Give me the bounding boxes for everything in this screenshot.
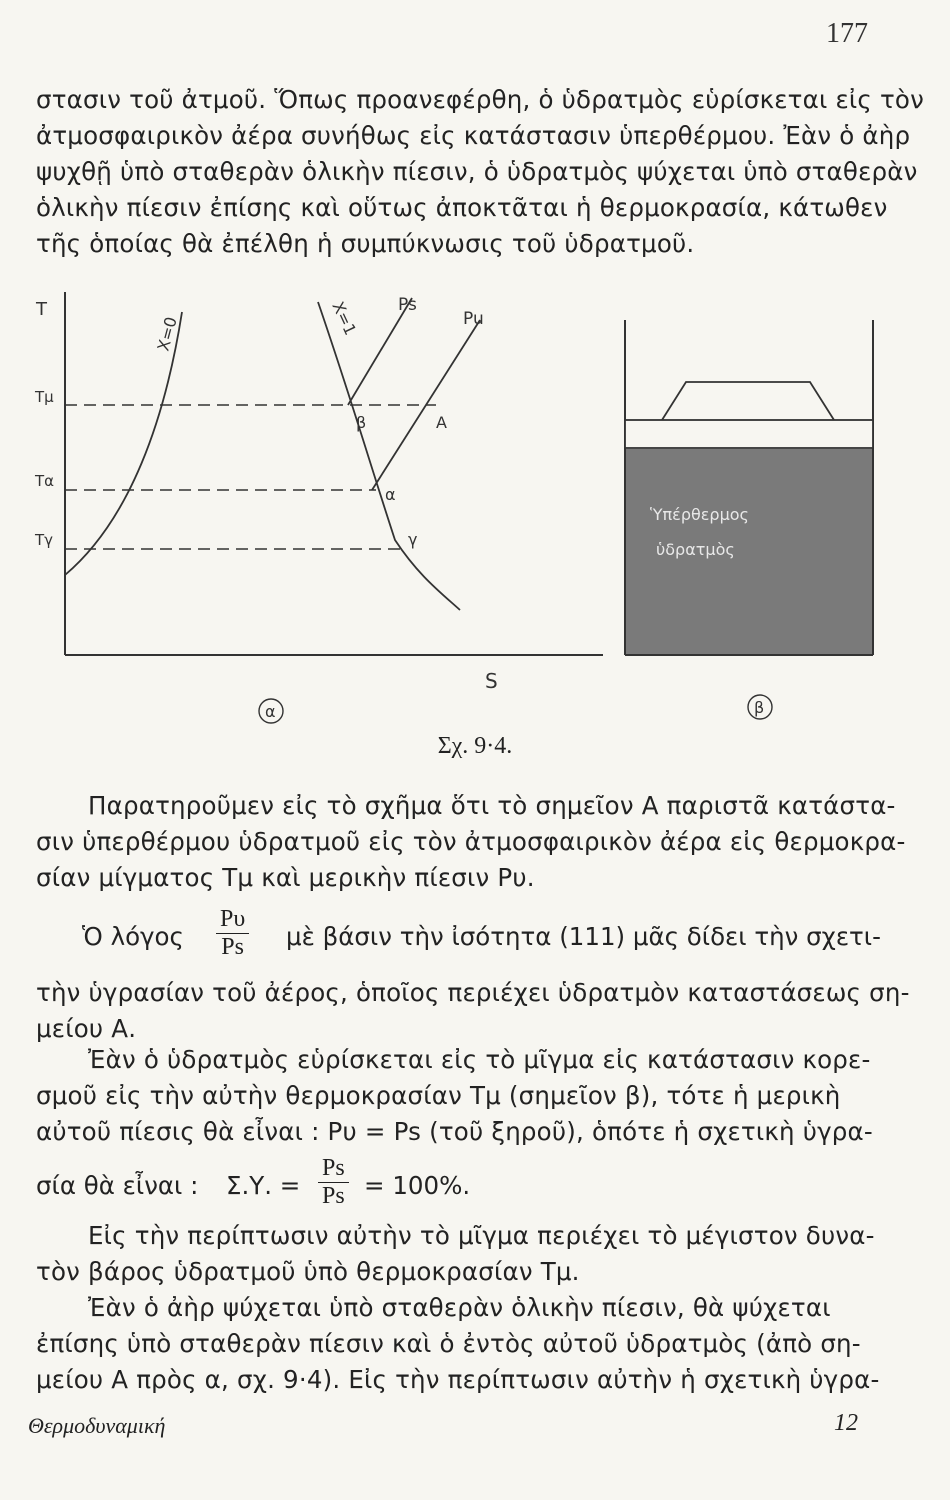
equation-fraction [318, 1155, 349, 1210]
paragraph-1 [36, 82, 924, 262]
text-line: σμοῦ εἰς τὴν αὐτὴν θερμοκρασίαν Tμ (σημεῖον β), τότε ἡ μερικὴ [36, 1081, 841, 1110]
text-line: τὸν βάρος ὑδρατμοῦ ὑπὸ θερμοκρασίαν Tμ. [36, 1257, 580, 1286]
figure-caption: Σχ. 9·4. [437, 733, 513, 759]
footer-book-title: Θερμοδυναμική [28, 1413, 166, 1438]
t-axis-label: T [36, 299, 47, 320]
text-line: Εἰς τὴν περίπτωσιν αὐτὴν τὸ μῖγμα περιέχει τὸ μέγιστον δυνα- [88, 1221, 875, 1250]
equation-rhs: = 100%. [364, 1171, 471, 1200]
text-line: μείου Α. [36, 1014, 137, 1043]
text-line: ἀτμοσφαιρικὸν ἀέρα συνήθως εἰς κατάστασιν ὑπερθέρμου. Ἐὰν ὁ ἀὴρ [36, 121, 911, 150]
ratio-before: Ὁ λόγος [82, 922, 184, 951]
subfigure-tag-b: β [754, 698, 765, 717]
text-line: Ἐὰν ὁ ἀὴρ ψύχεται ὑπὸ σταθερὰν ὁλικὴν πίεσιν, θὰ ψύχεται [88, 1293, 831, 1322]
text-line: τῆς ὁποίας θὰ ἐπέλθη ἡ συμπύκνωσις τοῦ ὑδρατμοῦ. [36, 229, 695, 258]
diagram-b [625, 320, 873, 719]
humidity-equation [36, 1157, 636, 1219]
figure-9-4 [0, 280, 950, 730]
text-line: μείου Α πρὸς α, σχ. 9·4). Εἰς τὴν περίπτωσιν αὐτὴν ἡ σχετικὴ ὑγρα- [36, 1365, 880, 1394]
equation-denominator: Ps [322, 1183, 345, 1209]
paragraph-6 [36, 1290, 878, 1398]
s-axis-label: S [485, 669, 498, 693]
point-label-beta: β [356, 413, 367, 432]
curve-label-x0: X=0 [153, 314, 181, 354]
subfigure-tag-a: α [265, 702, 276, 721]
equation-before: σία θὰ εἶναι : [36, 1171, 199, 1200]
page-number: 177 [826, 18, 868, 49]
piston [625, 420, 873, 448]
equation-lhs: Σ.Υ. = [226, 1171, 301, 1200]
text-line: ὁλικὴν πίεσιν ἐπίσης καὶ οὕτως ἀποκτᾶται ἡ θερμοκρασία, κάτωθεν [36, 193, 888, 222]
diagram-a [34, 292, 603, 723]
text-line: ἐπίσης ὑπὸ σταθερὰν πίεσιν καὶ ὁ ἐντὸς αὐτοῦ ὑδρατμὸς (ἀπὸ ση- [36, 1329, 861, 1358]
saturated-vapor-curve [318, 302, 460, 610]
curve-label-x1: X=1 [328, 298, 361, 339]
ratio-numerator: Pυ [216, 906, 249, 934]
paragraph-3 [36, 975, 910, 1047]
text-line: αὐτοῦ πίεσις θὰ εἶναι : Pυ = Ps (τοῦ ξηροῦ), ὁπότε ἡ σχετικὴ ὑγρα- [36, 1117, 873, 1146]
curve-label-pu: Pu [463, 309, 484, 329]
level-label-tmu: Tμ [35, 388, 54, 406]
text-line: σιν ὑπερθέρμου ὑδρατμοῦ εἰς τὸν ἀτμοσφαιρικὸν ἀέρα εἰς θερμοκρα- [36, 827, 906, 856]
paragraph-2 [36, 788, 906, 896]
text-line: Ἐὰν ὁ ὑδρατμὸς εὑρίσκεται εἰς τὸ μῖγμα εἰς κατάστασιν κορε- [88, 1045, 871, 1074]
text-line: ψυχθῇ ὑπὸ σταθερὰν ὁλικὴν πίεσιν, ὁ ὑδρατμὸς ψύχεται ὑπὸ σταθερὰν [36, 157, 918, 186]
text-line: στασιν τοῦ ἀτμοῦ. Ὅπως προανεφέρθη, ὁ ὑδρατμὸς εὑρίσκεται εἰς τὸν [36, 85, 924, 114]
level-label-talpha: Tα [35, 472, 55, 490]
point-label-a: A [436, 413, 447, 432]
point-label-alpha: α [385, 485, 396, 504]
ratio-sentence [36, 906, 906, 980]
footer-signature-number: 12 [834, 1410, 858, 1436]
paragraph-4 [36, 1042, 878, 1150]
vapor-label-line1: Ὑπέρθερμος [650, 505, 749, 524]
point-label-gamma: γ [408, 530, 418, 549]
paragraph-5 [36, 1218, 878, 1290]
piston-weight [662, 382, 834, 420]
ratio-after: μὲ βάσιν τὴν ἰσότητα (111) μᾶς δίδει τὴν σχετι- [286, 922, 881, 951]
equation-numerator: Ps [318, 1155, 349, 1183]
ratio-denominator: Ps [221, 934, 244, 960]
level-label-tgamma: Tγ [35, 531, 54, 549]
text-line: τὴν ὑγρασίαν τοῦ ἀέρος, ὁποῖος περιέχει ὑδρατμὸν καταστάσεως ση- [36, 978, 910, 1007]
text-line: σίαν μίγματος Tμ καὶ μερικὴν πίεσιν Pυ. [36, 863, 535, 892]
text-line: Παρατηροῦμεν εἰς τὸ σχῆμα ὅτι τὸ σημεῖον Α παριστᾶ κατάστα- [88, 791, 896, 820]
curve-label-ps: Ps [398, 295, 417, 315]
vapor-label-line2: ὑδρατμὸς [656, 540, 735, 559]
ratio-fraction [216, 906, 249, 961]
